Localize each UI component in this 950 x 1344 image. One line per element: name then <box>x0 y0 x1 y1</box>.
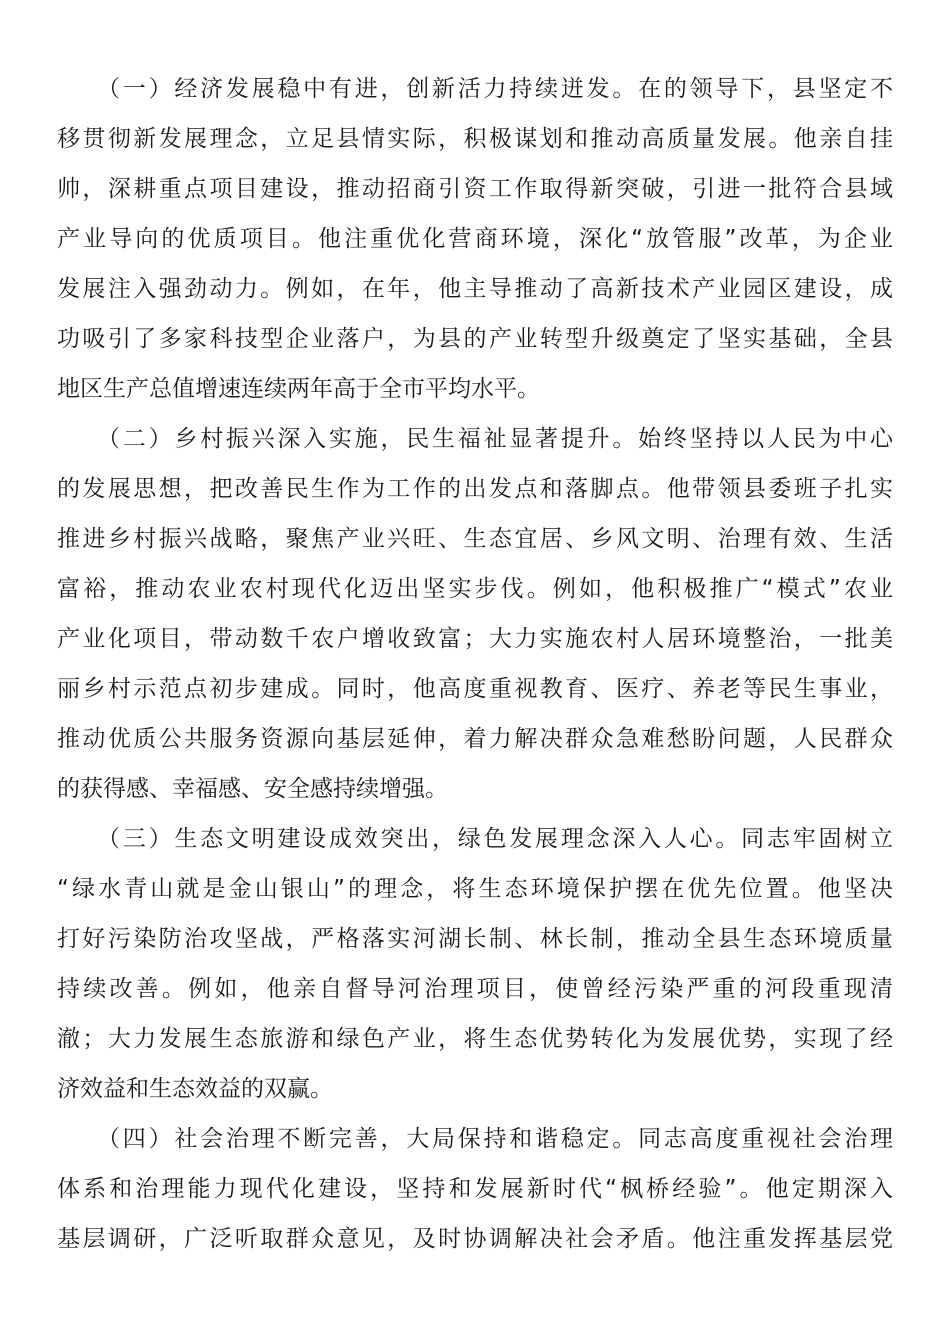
text-line: 帅，深耕重点项目建设，推动招商引资工作取得新突破，引进一批符合县域 <box>57 176 893 202</box>
text-line: 推进乡村振兴战略，聚焦产业兴旺、生态宜居、乡风文明、治理有效、生活 <box>57 526 893 552</box>
text-line: “绿水青山就是金山银山”的理念，将生态环境保护摆在优先位置。他坚决 <box>57 876 893 902</box>
paragraph-ecological-civilization <box>57 814 893 1114</box>
text-line: 的获得感、幸福感、安全感持续增强。 <box>57 776 448 802</box>
text-line: 持续改善。例如，他亲自督导河治理项目，使曾经污染严重的河段重现清 <box>57 976 893 1002</box>
text-line: 体系和治理能力现代化建设，坚持和发展新时代“枫桥经验”。他定期深入 <box>57 1176 893 1202</box>
text-line: 打好污染防治攻坚战，严格落实河湖长制、林长制，推动全县生态环境质量 <box>57 926 893 952</box>
text-line: （一）经济发展稳中有进，创新活力持续迸发。在的领导下，县坚定不 <box>57 76 893 102</box>
text-line: （四）社会治理不断完善，大局保持和谐稳定。同志高度重视社会治理 <box>57 1126 893 1152</box>
text-line: 发展注入强劲动力。例如，在年，他主导推动了高新技术产业园区建设，成 <box>57 276 893 302</box>
text-line: 富裕，推动农业农村现代化迈出坚实步伐。例如，他积极推广“模式”农业 <box>57 576 893 602</box>
text-line: 基层调研，广泛听取群众意见，及时协调解决社会矛盾。他注重发挥基层党 <box>57 1226 893 1252</box>
text-line: 丽乡村示范点初步建成。同时，他高度重视教育、医疗、养老等民生事业， <box>57 676 893 702</box>
document-page <box>57 64 893 1264</box>
text-line: （二）乡村振兴深入实施，民生福祉显著提升。始终坚持以人民为中心 <box>57 426 893 452</box>
text-line: 产业导向的优质项目。他注重优化营商环境，深化“放管服”改革，为企业 <box>57 226 893 252</box>
text-line: 澈；大力发展生态旅游和绿色产业，将生态优势转化为发展优势，实现了经 <box>57 1026 893 1052</box>
text-line: 推动优质公共服务资源向基层延伸，着力解决群众急难愁盼问题，人民群众 <box>57 726 893 752</box>
text-line: 的发展思想，把改善民生作为工作的出发点和落脚点。他带领县委班子扎实 <box>57 476 893 502</box>
text-line: （三）生态文明建设成效突出，绿色发展理念深入人心。同志牢固树立 <box>57 826 893 852</box>
text-line: 地区生产总值增速连续两年高于全市平均水平。 <box>57 376 540 402</box>
paragraph-rural-revitalization <box>57 414 893 814</box>
paragraph-social-governance <box>57 1114 893 1264</box>
text-line: 济效益和生态效益的双赢。 <box>57 1076 333 1102</box>
text-line: 功吸引了多家科技型企业落户，为县的产业转型升级奠定了坚实基础，全县 <box>57 326 893 352</box>
paragraph-economic-development <box>57 64 893 414</box>
text-line: 产业化项目，带动数千农户增收致富；大力实施农村人居环境整治，一批美 <box>57 626 893 652</box>
text-line: 移贯彻新发展理念，立足县情实际，积极谋划和推动高质量发展。他亲自挂 <box>57 126 893 152</box>
